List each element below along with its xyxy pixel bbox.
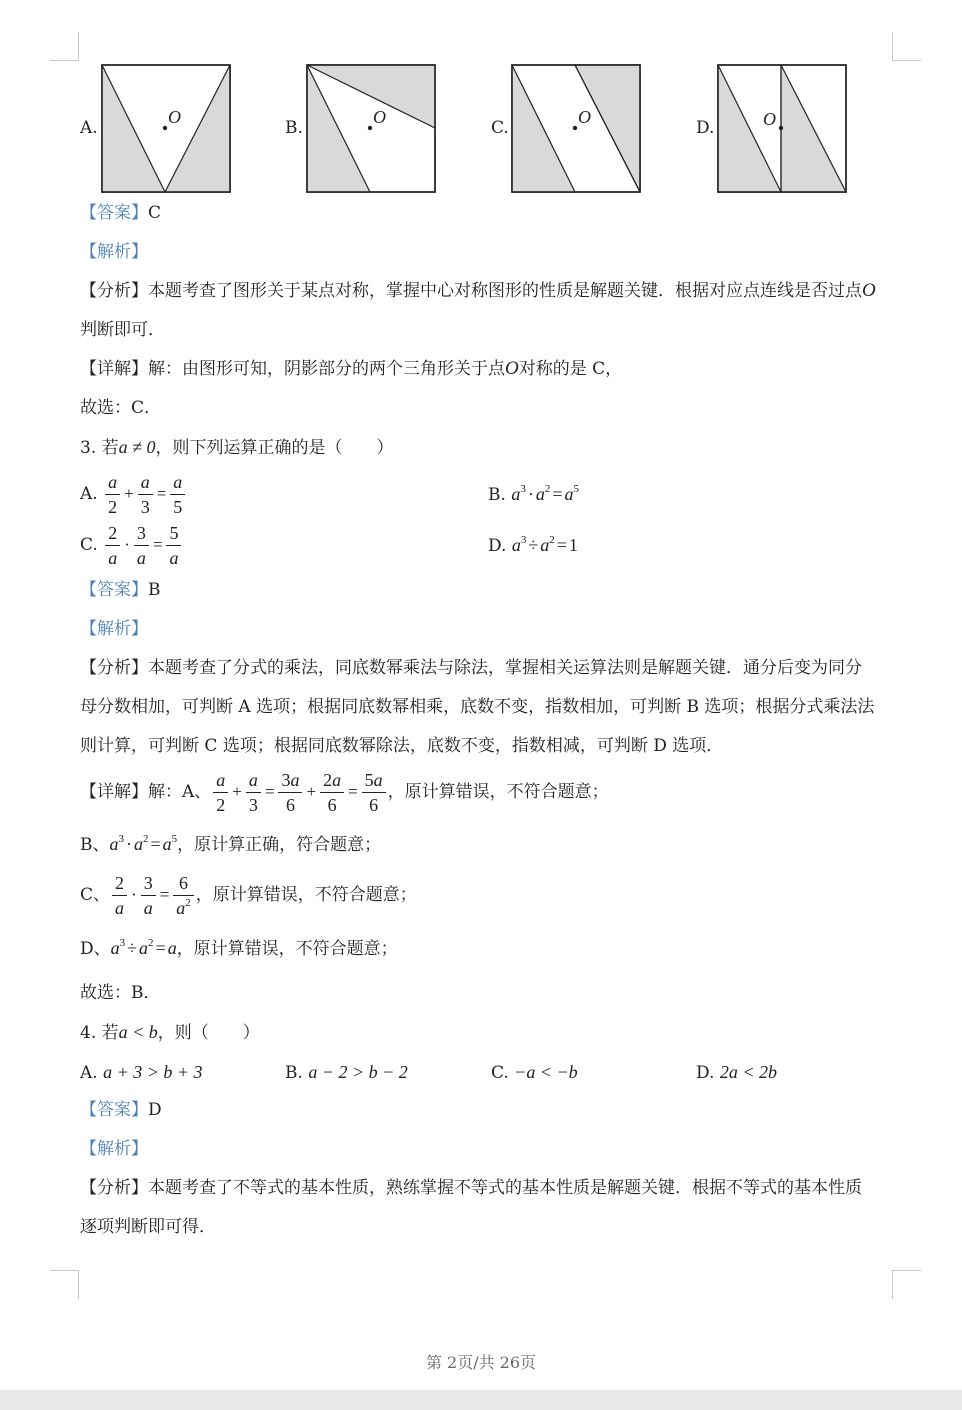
figure-c-label: C. [491, 118, 509, 138]
figure-d-point-label: O [763, 109, 776, 129]
q4-stem-a: 4. 若 [80, 1023, 119, 1043]
q3-option-b-label: B. [488, 485, 506, 505]
q2-answer: C [148, 203, 162, 223]
q3-fenxi-line1 [80, 657, 862, 679]
q3-xiangjie-d-suffix: ，原计算错误，不符合题意； [176, 939, 398, 959]
q4-stem [80, 1021, 260, 1044]
figure-b-center-point [368, 126, 372, 130]
q3-fenxi-text2: 母分数相加，可判断 A 选项；根据同底数幂相乘，底数不变，指数相加，可判断 B 选项；根据分式乘法法 [80, 697, 875, 717]
crop-mark-bottom-right [892, 1270, 921, 1299]
figure-d-center-point [779, 126, 783, 130]
q3-option-c-label: C. [80, 535, 98, 555]
q2-fenxi-line2 [80, 319, 165, 341]
q3-stem-a: 3. 若 [80, 438, 119, 458]
figure-c-point-label: O [578, 107, 591, 127]
q4-answer: D [148, 1100, 162, 1120]
figure-a-point-label: O [168, 107, 181, 127]
q3-conclusion-text: 故选：B． [80, 983, 161, 1003]
q4-analysis-tag: 【解析】 [80, 1139, 148, 1159]
q4-analysis-line [80, 1138, 148, 1160]
figure-d-label: D. [696, 118, 715, 138]
crop-mark-top-left [50, 32, 79, 61]
q2-xiangjie-text-b: 对称的是 C， [518, 359, 623, 379]
q2-answer-line [80, 202, 161, 224]
q4-option-b-label: B. [285, 1063, 303, 1083]
q3-xiangjie-b-prefix: B、 [80, 835, 110, 855]
q3-xiangjie-d-prefix: D、 [80, 939, 111, 959]
q2-fenxi-point: O [862, 280, 876, 301]
q3-xiangjie-a-prefix: 解：A、 [148, 782, 212, 802]
figure-b-point-label: O [373, 107, 386, 127]
figure-b-label: B. [285, 118, 303, 138]
q2-xiangjie-line [80, 358, 622, 380]
q4-option-d-label: D. [696, 1063, 715, 1083]
q3-fenxi-line2 [80, 696, 874, 718]
q3-xiangjie-c-suffix: ，原计算错误，不符合题意； [195, 885, 417, 905]
q3-stem-b: ，则下列运算正确的是（ ） [155, 438, 394, 458]
q2-xiangjie-point: O [505, 358, 519, 379]
q4-option-a-label: A. [80, 1063, 98, 1083]
q4-option-d-expr: 2a < 2b [719, 1062, 777, 1082]
q4-option-a-expr: a + 3 > b + 3 [103, 1062, 203, 1082]
q4-fenxi-text2: 逐项判断即可得． [80, 1217, 216, 1237]
q4-fenxi-line1 [80, 1177, 862, 1199]
q3-fenxi-tag: 【分析】 [80, 658, 148, 678]
q4-stem-b: ，则（ ） [157, 1023, 260, 1043]
q4-fenxi-line2 [80, 1216, 216, 1238]
q3-option-c: C. $\frac{2}{a}$ · $\frac{3}{a}$ = $\frac{5}{a}$ [80, 520, 183, 570]
q3-conclusion [80, 982, 161, 1004]
q3-stem-condition: a ≠ 0 [118, 437, 156, 457]
figure-a [101, 64, 233, 194]
q4-stem-condition: a < b [118, 1022, 158, 1042]
figure-a-label: A. [80, 118, 98, 138]
q3-stem [80, 436, 394, 459]
q4-option-c [491, 1061, 578, 1084]
q3-option-b: B. $a^3 \cdot a^2 = a^5$ [488, 483, 579, 505]
crop-mark-bottom-left [50, 1270, 79, 1299]
q3-fenxi-line3 [80, 735, 723, 757]
q3-option-a-label: A. [80, 484, 98, 504]
figure-b [306, 64, 438, 194]
q4-option-c-label: C. [491, 1063, 509, 1083]
q4-option-b-expr: a − 2 > b − 2 [308, 1062, 408, 1082]
q3-analysis-line [80, 618, 148, 640]
q2-fenxi-line1 [80, 280, 876, 302]
q4-option-c-expr: −a < −b [514, 1062, 578, 1082]
figure-c-center-point [573, 126, 577, 130]
q4-fenxi-tag: 【分析】 [80, 1178, 148, 1198]
q3-answer-line [80, 579, 161, 601]
q4-option-a [80, 1061, 203, 1084]
q3-xiangjie-tag: 【详解】 [80, 782, 148, 802]
q3-option-d: D. $a^3 \div a^2 = 1$ [488, 534, 578, 556]
q3-fenxi-text1: 本题考查了分式的乘法，同底数幂乘法与除法，掌握相关运算法则是解题关键．通分后变为同分 [148, 658, 862, 678]
q4-answer-tag: 【答案】 [80, 1100, 148, 1120]
q3-xiangjie-a-suffix: ，原计算错误，不符合题意； [387, 782, 609, 802]
q2-xiangjie-text-a: 解：由图形可知，阴影部分的两个三角形关于点 [148, 359, 505, 379]
q3-xiangjie-b-suffix: ，原计算正确，符合题意； [177, 835, 382, 855]
figure-c [511, 64, 643, 194]
crop-mark-top-right [892, 32, 921, 61]
q2-answer-tag: 【答案】 [80, 203, 148, 223]
q2-fenxi-text1: 本题考查了图形关于某点对称，掌握中心对称图形的性质是解题关键．根据对应点连线是否过点 [148, 281, 862, 301]
q3-option-a: A. $\frac{a}{2}$ + $\frac{a}{3}$ = $\frac{a}{5}$ [80, 469, 187, 519]
q4-answer-line [80, 1099, 162, 1121]
q3-analysis-tag: 【解析】 [80, 619, 148, 639]
viewer-bottom-band [0, 1390, 962, 1410]
q2-analysis-line [80, 241, 148, 263]
q2-fenxi-text2: 判断即可． [80, 320, 165, 340]
q4-fenxi-text1: 本题考查了不等式的基本性质，熟练掌握不等式的基本性质是解题关键．根据不等式的基本性质 [148, 1178, 862, 1198]
q2-analysis-tag: 【解析】 [80, 242, 148, 262]
figure-a-center-point [163, 126, 167, 130]
q2-xiangjie-tag: 【详解】 [80, 359, 148, 379]
page-footer: 第 2页/共 26页 [425, 1353, 537, 1372]
figure-d [717, 64, 849, 194]
q4-option-d [696, 1061, 777, 1084]
q3-xiangjie-d: D、$a^3 \div a^2 = a$，原计算错误，不符合题意； [80, 937, 398, 959]
q3-answer: B [148, 580, 161, 600]
q3-xiangjie-c-prefix: C、 [80, 885, 111, 905]
q4-option-b [285, 1061, 408, 1084]
q2-conclusion [80, 397, 161, 419]
q3-fenxi-text3: 则计算，可判断 C 选项；根据同底数幂除法，底数不变，指数相减，可判断 D 选项． [80, 736, 724, 756]
q3-xiangjie-c: C、 $\frac{2}{a}$ · $\frac{3}{a}$ = $\frac{6}{a^2}$ ，原计算错误，不符合题意； [80, 873, 417, 918]
q3-answer-tag: 【答案】 [80, 580, 148, 600]
q2-fenxi-tag: 【分析】 [80, 281, 148, 301]
q2-conclusion-text: 故选：C． [80, 398, 162, 418]
q3-xiangjie-a: 【详解】解：A、 $\frac{a}{2}$ + $\frac{a}{3}$ = $\frac{3a}{6}$ + $\frac{2a}{6}$ = $\frac{5a}{6}$ ，原计算错误，不符合题意； [80, 770, 609, 815]
q3-xiangjie-b: B、$a^3 \cdot a^2 = a^5$，原计算正确，符合题意； [80, 833, 382, 855]
q3-option-d-label: D. [488, 536, 507, 556]
